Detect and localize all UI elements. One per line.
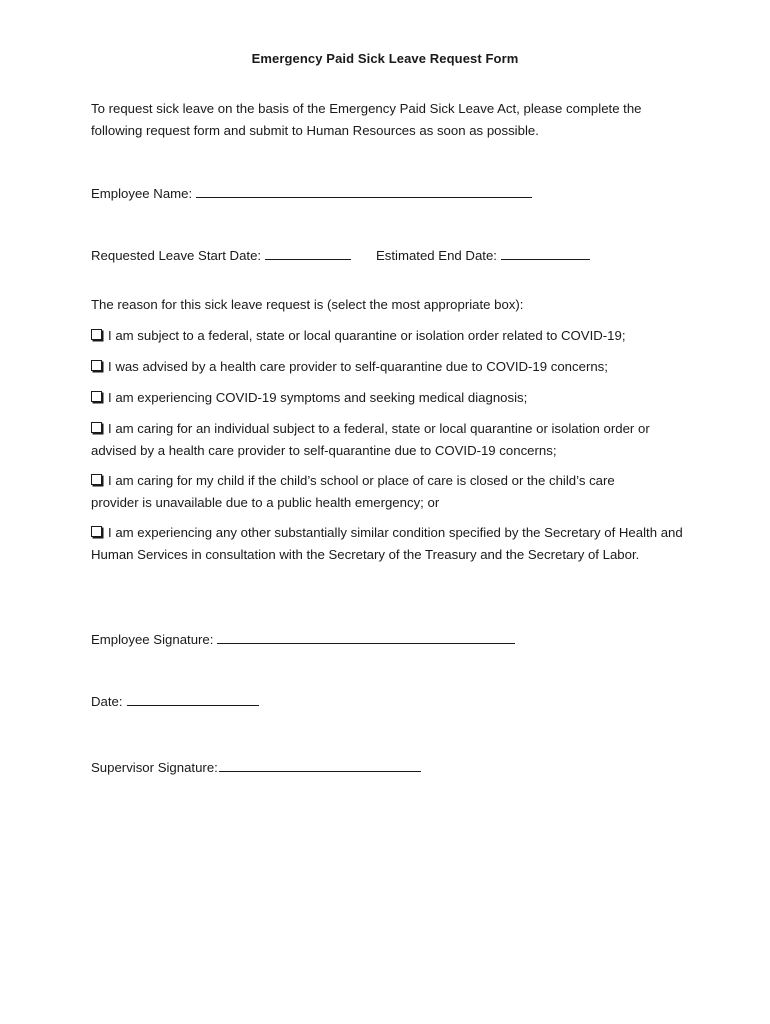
start-date-label: Requested Leave Start Date: <box>91 248 262 263</box>
date-line[interactable] <box>127 690 259 706</box>
reason-text: I am experiencing COVID-19 symptoms and seeking medical diagnosis; <box>108 390 528 405</box>
end-date-field <box>376 244 590 267</box>
employee-signature-line[interactable] <box>217 628 515 644</box>
checkbox-icon[interactable] <box>91 391 102 402</box>
reason-text: I was advised by a health care provider to self-quarantine due to COVID-19 concerns; <box>108 359 608 374</box>
intro-paragraph: To request sick leave on the basis of the Emergency Paid Sick Leave Act, please complete the following request form and submit to Human Resources as soon as possible. <box>91 101 642 138</box>
end-date-line[interactable] <box>501 244 590 260</box>
supervisor-signature-label: Supervisor Signature: <box>91 760 218 775</box>
reason-option-5 <box>91 470 651 514</box>
form-title: Emergency Paid Sick Leave Request Form <box>251 51 519 66</box>
checkbox-icon[interactable] <box>91 474 102 485</box>
reason-prompt: The reason for this sick leave request is (select the most appropriate box): <box>91 297 524 312</box>
reason-option-4 <box>91 418 676 462</box>
date-field <box>91 690 259 713</box>
reason-option-2 <box>91 356 691 378</box>
reason-text: I am caring for my child if the child’s school or place of care is closed or the child’s care provider is unavailable due to a public health emergency; or <box>91 473 615 510</box>
reason-text: I am subject to a federal, state or local quarantine or isolation order related to COVID-19; <box>108 328 626 343</box>
end-date-label: Estimated End Date: <box>376 248 497 263</box>
reason-option-1 <box>91 325 691 347</box>
checkbox-icon[interactable] <box>91 329 102 340</box>
reason-option-3 <box>91 387 691 409</box>
reason-text: I am experiencing any other substantially similar condition specified by the Secretary of Health and Human Services in consultation with the Secretary of the Treasury and the Secretary of Labor. <box>91 525 683 562</box>
checkbox-icon[interactable] <box>91 360 102 371</box>
employee-name-field <box>91 182 532 205</box>
supervisor-signature-line[interactable] <box>219 756 421 772</box>
reason-option-6 <box>91 522 686 566</box>
employee-signature-field <box>91 628 515 651</box>
supervisor-signature-field <box>91 756 421 779</box>
employee-name-line[interactable] <box>196 182 532 198</box>
employee-signature-label: Employee Signature: <box>91 632 214 647</box>
checkbox-icon[interactable] <box>91 422 102 433</box>
date-label: Date: <box>91 694 123 709</box>
employee-name-label: Employee Name: <box>91 186 193 201</box>
checkbox-icon[interactable] <box>91 526 102 537</box>
reason-text: I am caring for an individual subject to a federal, state or local quarantine or isolation order or advised by a health care provider to self-quarantine due to COVID-19 concerns; <box>91 421 650 458</box>
start-date-field <box>91 244 351 267</box>
start-date-line[interactable] <box>265 244 351 260</box>
